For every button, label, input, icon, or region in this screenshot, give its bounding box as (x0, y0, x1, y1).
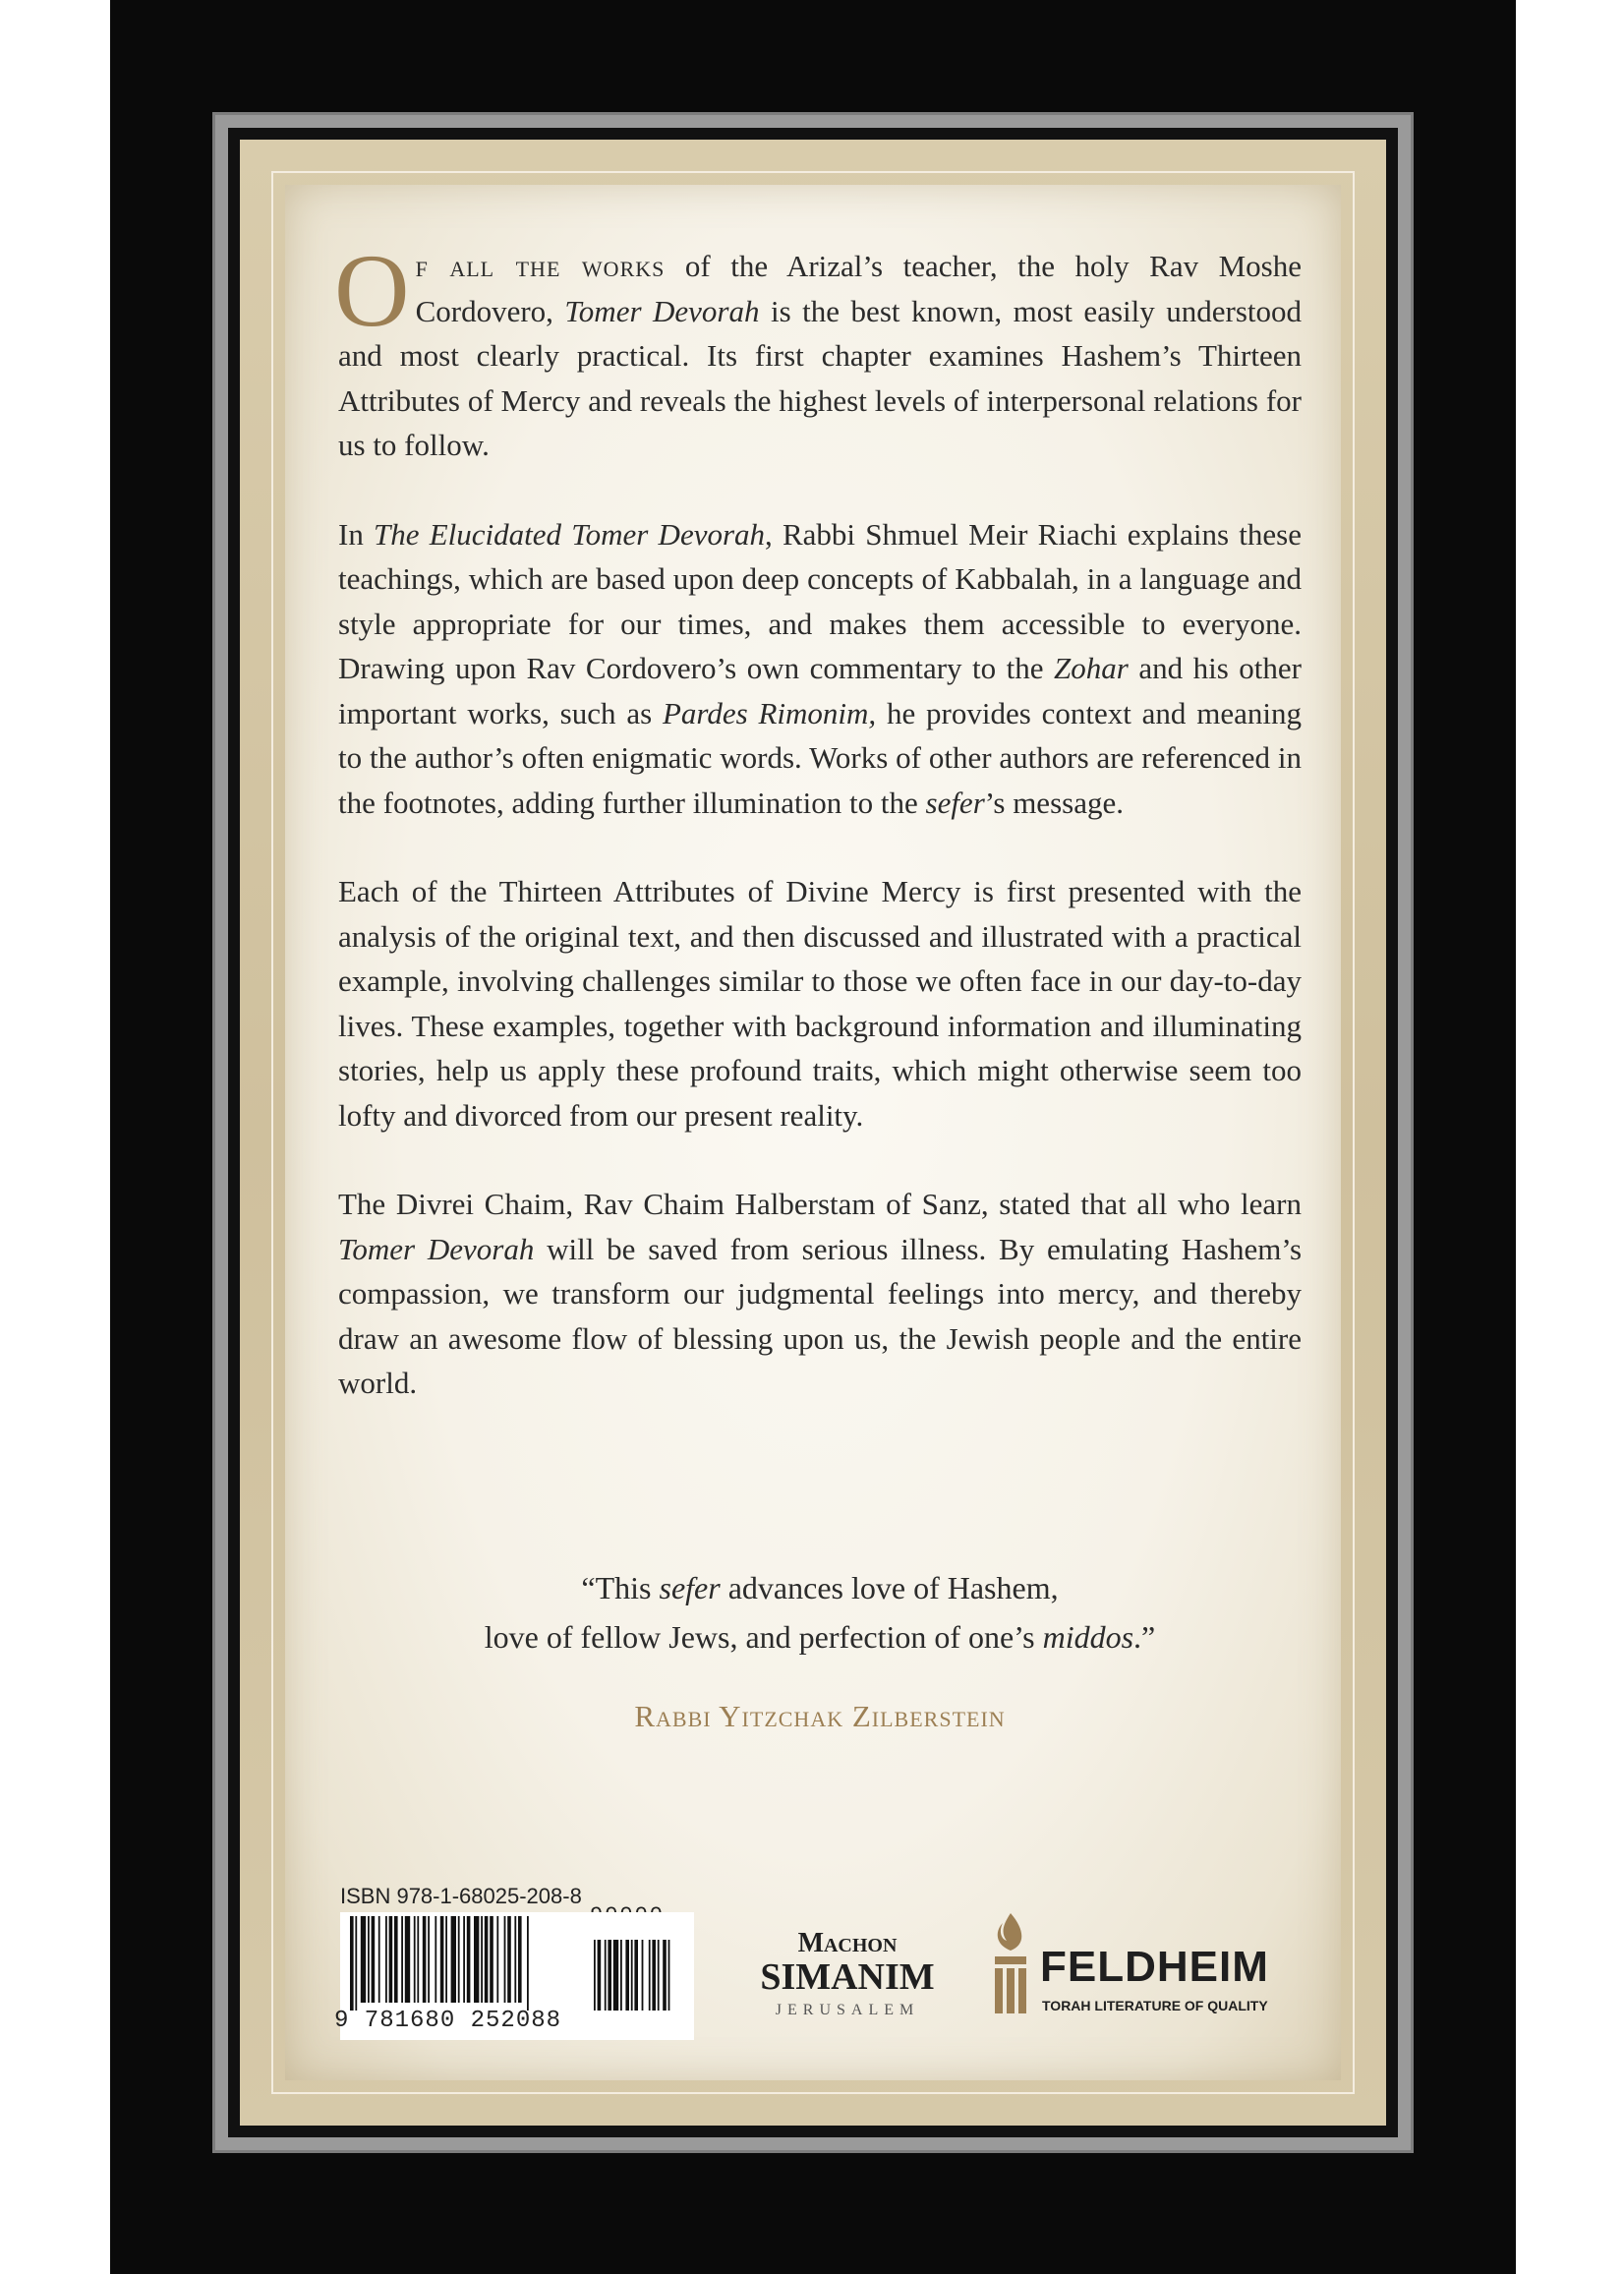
paragraph-4 (338, 1182, 1302, 1406)
book-title: Pardes Rimonim, (662, 695, 877, 730)
text: .” (1133, 1619, 1156, 1655)
barcode-addon-bar (605, 1940, 607, 2011)
barcode-bar (414, 1916, 416, 2003)
barcode-addon-bar (594, 1940, 596, 2011)
text: is the best known, most easily understood and most clearly practical. Its first chapter examines Hashem’s Thirteen Attributes of Mercy and reveals the highest levels of interpersonal relations for us to follow. (338, 293, 1303, 462)
barcode-bar (507, 1916, 511, 2003)
text: “This (581, 1570, 660, 1605)
barcode-bar (463, 1916, 465, 2003)
book-title: sefer (925, 785, 985, 820)
logo-line-1: Machon (797, 1928, 898, 1958)
barcode-bar (481, 1916, 483, 2003)
text: will be saved from serious illness. By emulating Hashem’s compassion, we transform our judgmental feelings into mercy, and thereby draw an awesome flow of blessing upon us, the Jewish people and the entire world. (338, 1231, 1303, 1400)
barcode-bar (428, 1916, 430, 2003)
paragraph-3 (338, 869, 1302, 1137)
barcode-bar (389, 1916, 393, 2003)
book-title: The Elucidated Tomer Devorah (374, 516, 766, 552)
quote-line-2 (338, 1612, 1302, 1662)
logo-line-3: JERUSALEM (775, 2002, 920, 2018)
barcode-addon-bar (631, 1940, 633, 2011)
barcode-bar (423, 1916, 427, 2003)
barcode-addon-bar (663, 1940, 667, 2011)
text: sefer (659, 1570, 721, 1605)
barcode-bar (496, 1916, 498, 2003)
barcode-addon-bar (620, 1940, 622, 2011)
barcode-bar (405, 1916, 410, 2003)
barcode-addon-bar (649, 1940, 651, 2011)
barcode-addon-bar (668, 1940, 670, 2011)
barcode-addon-bar (625, 1940, 629, 2011)
book-title: Tomer Devorah (338, 1231, 535, 1266)
barcode-bar (527, 1916, 529, 2011)
barcode-addon-bar (613, 1940, 618, 2011)
barcode-addon-bar (608, 1940, 611, 2011)
barcode-bar (490, 1916, 493, 2003)
text: and his other important works, such as (338, 651, 1302, 730)
barcode-bar (355, 1916, 357, 2011)
text: Each of the Thirteen Attributes of Divine Mercy is first presented with the analysis of the original text, and then discussed and illustrated with a practical example, involving challenges similar to those we often face in our day-to-day lives. These examples, together with background information and illuminating stories, help us apply these profound traits, which might otherwise seem too lofty and divorced from our present reality. (338, 874, 1302, 1133)
barcode-bar (440, 1916, 444, 2003)
barcode-bar (485, 1916, 489, 2003)
barcode-bar (361, 1916, 366, 2003)
drop-cap: O (334, 233, 410, 348)
text: middos (1042, 1619, 1134, 1655)
endorsement-quote (338, 1563, 1302, 1662)
feldheim-flame-icon (989, 1911, 1032, 2019)
logo-line-2: SIMANIM (760, 1956, 935, 1998)
paragraph-2 (338, 512, 1302, 826)
text: advances love of Hashem, (720, 1570, 1059, 1605)
barcode-bar (401, 1916, 403, 2003)
barcode-addon-bar (658, 1940, 660, 2011)
barcode-addon-bar (642, 1940, 644, 2011)
barcode-digits: 9 781680 252088 (334, 2008, 562, 2034)
barcode-bar (467, 1916, 471, 2003)
barcode-bar (445, 1916, 447, 2003)
lead-in: f all the works (415, 249, 666, 283)
barcode-bar (385, 1916, 387, 2003)
feldheim-name: FELDHEIM (1040, 1943, 1269, 1991)
paragraph-1 (334, 233, 1303, 468)
barcode-bar (458, 1916, 460, 2003)
text: he provides context and meaning to the author’s often enigmatic words. Works of other authors are referenced in the footnotes, adding further illumination to the (338, 695, 1302, 820)
barcode-addon-bar (634, 1940, 638, 2011)
barcode-bar (372, 1916, 376, 2003)
text: , Rabbi Shmuel Meir Riachi explains these teachings, which are based upon deep concepts of Kabbalah, in a language and style appropriate for our times, and makes them accessible to everyone. Drawing upon Rav Cordovero’s own commentary to the (338, 516, 1302, 685)
barcode-bar (474, 1916, 479, 2003)
machon-simanim-logo (759, 1929, 936, 2019)
text: ’s message. (984, 785, 1124, 820)
barcode-bar (350, 1916, 354, 2011)
book-title: Tomer Devorah (564, 293, 760, 328)
barcode-bar (368, 1916, 370, 2003)
barcode-addon-bar (598, 1940, 602, 2011)
barcode-bar (451, 1916, 456, 2003)
barcode-bar (514, 1916, 516, 2003)
text: In (338, 516, 375, 552)
barcode-bar (394, 1916, 398, 2003)
text: love of fellow Jews, and perfection of one’s (484, 1619, 1043, 1655)
quote-line-1 (338, 1563, 1302, 1612)
barcode-bar (417, 1916, 419, 2003)
blurb (334, 233, 1303, 1450)
text: of the Arizal’s teacher, the holy Rav Moshe Cordovero, (415, 249, 1303, 328)
barcode-bar (378, 1916, 380, 2003)
quote-author: Rabbi Yitzchak Zilberstein (634, 1699, 1006, 1733)
barcode-bar (504, 1916, 506, 2003)
feldheim-tagline: TORAH LITERATURE OF QUALITY (1042, 1998, 1268, 2013)
isbn-label: ISBN 978-1-68025-208-8 (340, 1884, 582, 1908)
barcode-addon-bar (652, 1940, 656, 2011)
book-title: Zohar (1054, 651, 1129, 685)
barcode-bar (518, 1916, 522, 2003)
barcode-bar (435, 1916, 436, 2003)
text: The Divrei Chaim, Rav Chaim Halberstam of Sanz, stated that all who learn (338, 1187, 1302, 1221)
